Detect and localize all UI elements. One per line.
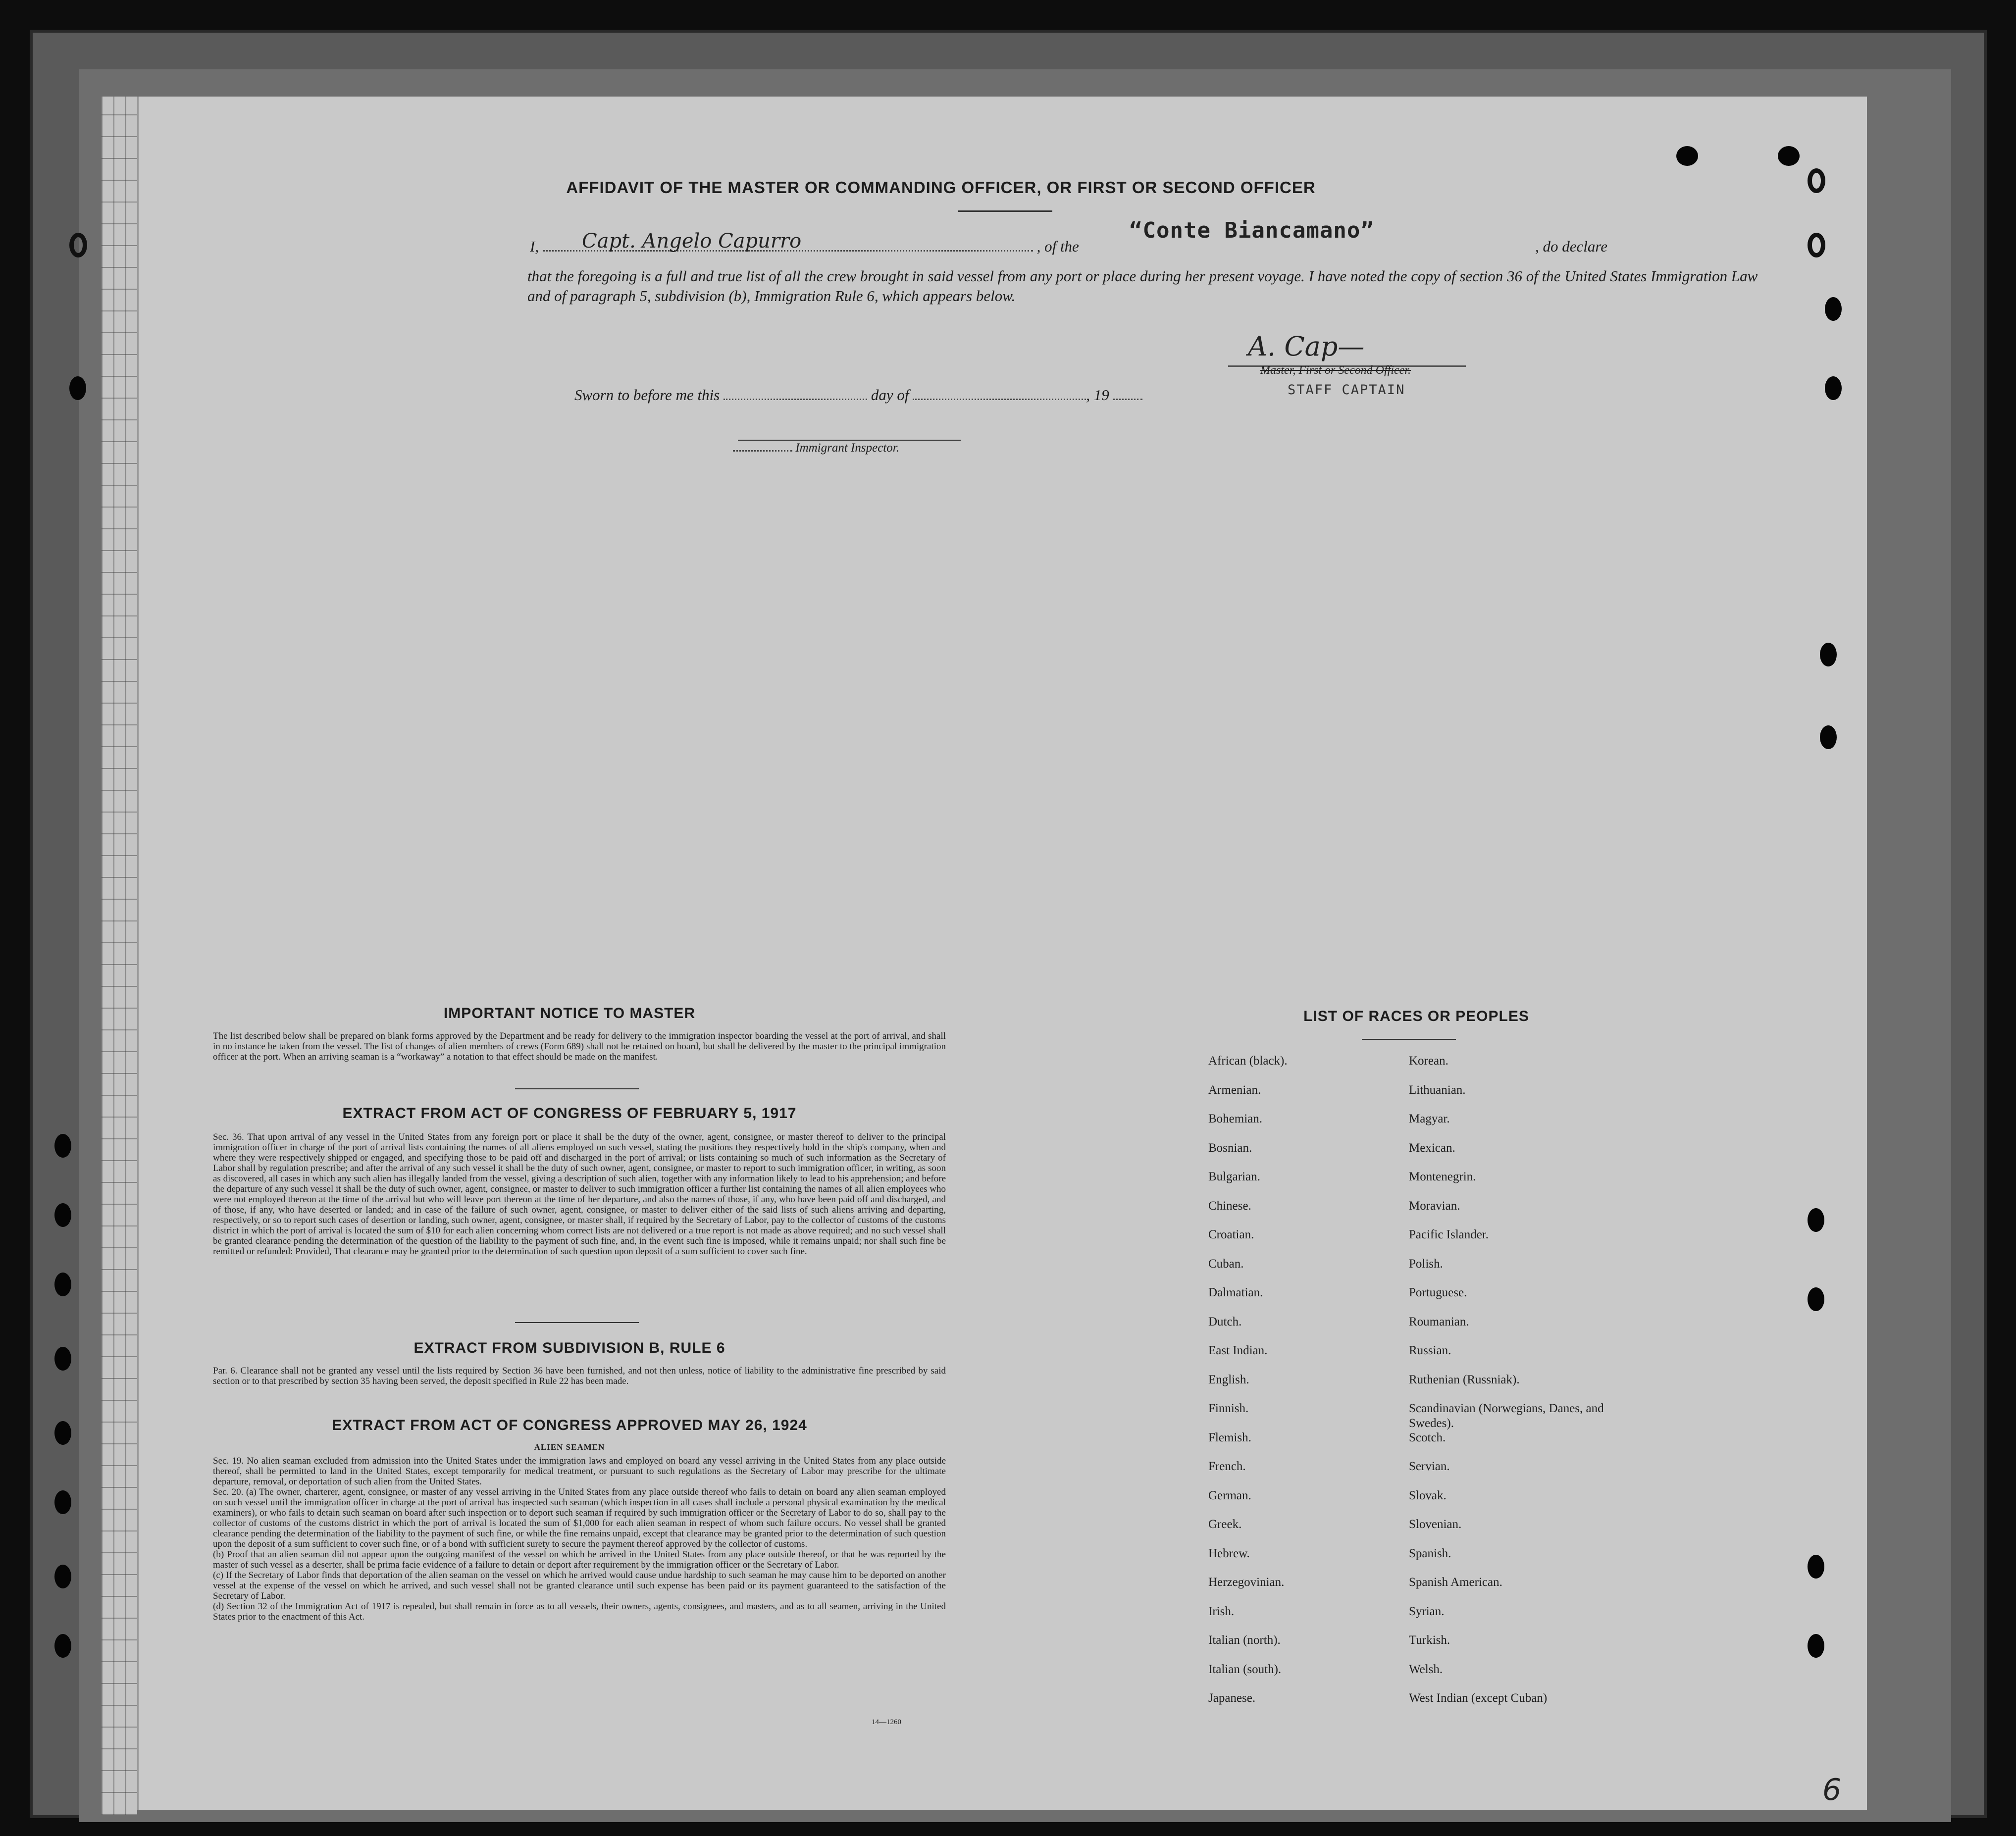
officer-name: Capt. Angelo Capurro <box>582 230 802 253</box>
race-item: Bulgarian. <box>1208 1170 1260 1183</box>
act-1917-text: Sec. 36. That upon arrival of any vessel in the United States from any foreign port or place it shall be the duty of the owner, agent, consignee, or master thereof to deliver to the principal immigration officer in charge of the port of arrival lists containing the names of all aliens employed on such vessel, stating the positions they respectively hold in the ship's company, when and where they were respectively shipped or engaged, and specifying those to be paid off and discharged in the port of arrival; or lists containing so much of such information as the Secretary of Labor shall by regulation prescribe; and after the arrival of any such vessel it shall be the duty of such owner, agent, consignee, or master to report to such immigration officer, in writing, as soon as discovered, all cases in which any such alien has illegally landed from the vessel, giving a description of such alien, together with any information likely to lead to his apprehension; and before the departure of any such vessel it shall be the duty of such owner, agent, consignee, or master to deliver to such immigration officer a further list containing the names of all alien employees who were not employed thereon at the time of the arrival but who will leave port thereon at the time of her departure, and also the names of those, if any, who have been paid off and discharged, and of those, if any, who have deserted or landed; and in case of the failure of such owner, agent, consignee, or master to deliver either of the said lists of such aliens arriving and departing, respectively, or so to report such cases of desertion or landing, such owner, agent, consignee, or master shall, if required by the Secretary of Labor, pay to the collector of customs of the customs district in which the port of arrival is located the sum of $10 for each alien concerning whom correct lists are not delivered or a true report is not made as above required; and no such vessel shall be granted clearance pending the determination of the question of the liability to the payment of such fine, and, in the event such fine is imposed, while it remains unpaid; nor shall such fine be remitted or refunded: Provided, That clearance may be granted prior to the determination of such question upon deposit of a sum sufficient to cover such fine. <box>213 1132 946 1257</box>
punch-hole-icon <box>1808 1555 1824 1579</box>
race-item: East Indian. <box>1208 1344 1268 1357</box>
divider <box>515 1322 639 1323</box>
do-declare-label: , do declare <box>1535 238 1608 255</box>
inspector-field <box>733 450 792 452</box>
race-item: Portuguese. <box>1409 1286 1467 1299</box>
day-of-label: day of <box>871 386 909 404</box>
inspector-label: Immigrant Inspector. <box>795 441 899 455</box>
race-item: Roumanian. <box>1409 1315 1469 1328</box>
race-item: Flemish. <box>1208 1430 1251 1444</box>
inspector-line <box>733 438 1129 458</box>
affidavit-paragraph: that the foregoing is a full and true list of all the crew brought in said vessel from any port or place during her present voyage. I have noted the copy of section 36 of the United States Immigration Law and of paragraph 5, subdivision (b), Immigration Rule 6, which appears below. <box>527 267 1758 305</box>
race-item: Spanish. <box>1409 1546 1451 1560</box>
punch-hole-icon <box>1808 1208 1824 1232</box>
race-item: Croatian. <box>1208 1228 1254 1241</box>
race-item: Magyar. <box>1409 1112 1450 1125</box>
punch-hole-icon <box>69 376 86 400</box>
race-item: Dutch. <box>1208 1315 1242 1328</box>
form-number: 14—1260 <box>872 1718 901 1726</box>
race-item: Chinese. <box>1208 1199 1251 1213</box>
punch-hole-icon <box>1676 146 1698 166</box>
rule-6-title: EXTRACT FROM SUBDIVISION B, RULE 6 <box>414 1340 725 1356</box>
punch-hole-icon <box>54 1203 71 1227</box>
race-item: Slovenian. <box>1409 1518 1462 1531</box>
sworn-label: Sworn to before me this <box>574 386 720 404</box>
race-item: German. <box>1208 1488 1251 1502</box>
notice-title: IMPORTANT NOTICE TO MASTER <box>443 1005 696 1021</box>
i-label: I, <box>530 238 539 255</box>
race-item: Cuban. <box>1208 1257 1244 1271</box>
sec-20c-text: (c) If the Secretary of Labor finds that deportation of the alien seaman on the vessel on which he arrived would cause undue hardship to such seaman he may cause him to be deported on another vessel at the expense of the vessel on which he arrived, and such vessel shall not be granted clearance until such expense has been paid or its payment guaranteed to the satisfaction of the Secretary of Labor. <box>213 1570 946 1601</box>
race-item: Pacific Islander. <box>1409 1228 1489 1241</box>
race-item: Welsh. <box>1409 1662 1443 1676</box>
punch-hole-ring-icon <box>69 233 87 257</box>
act-1917-title: EXTRACT FROM ACT OF CONGRESS OF FEBRUARY 5, 1917 <box>342 1105 797 1122</box>
punch-hole-icon <box>54 1565 71 1588</box>
of-the-label: , of the <box>1036 238 1079 255</box>
punch-hole-icon <box>54 1134 71 1158</box>
race-item: Syrian. <box>1409 1604 1445 1618</box>
race-item: Armenian. <box>1208 1083 1261 1097</box>
punch-hole-icon <box>1778 146 1800 166</box>
punch-hole-icon <box>1825 297 1842 321</box>
punch-hole-icon <box>54 1490 71 1514</box>
race-item: Bosnian. <box>1208 1141 1252 1155</box>
race-item: Moravian. <box>1409 1199 1460 1213</box>
punch-hole-icon <box>1820 643 1837 666</box>
act-1924-text <box>213 1456 946 1622</box>
race-item: Lithuanian. <box>1409 1083 1466 1097</box>
race-item: Herzegovinian. <box>1208 1576 1285 1589</box>
staff-captain-stamp: STAFF CAPTAIN <box>1288 382 1405 398</box>
race-item: Russian. <box>1409 1344 1451 1357</box>
officer-signature: A. Cap— <box>1248 331 1365 362</box>
divider <box>515 1088 639 1089</box>
race-item: Scandinavian (Norwegians, Danes, and Swedes). <box>1409 1402 1604 1430</box>
race-item: Dalmatian. <box>1208 1286 1263 1299</box>
punch-hole-icon <box>1820 725 1837 749</box>
punch-hole-icon <box>54 1273 71 1296</box>
page-number: 6 <box>1822 1773 1842 1807</box>
race-item: Montenegrin. <box>1409 1170 1476 1183</box>
ship-name: “Conte Biancamano” <box>1129 218 1374 243</box>
race-item: African (black). <box>1208 1054 1288 1068</box>
race-item: Finnish. <box>1208 1402 1249 1415</box>
race-item: Bohemian. <box>1208 1112 1263 1125</box>
race-item: Spanish American. <box>1409 1576 1502 1589</box>
punch-hole-ring-icon <box>1808 233 1825 257</box>
year-prefix: , 19 <box>1086 386 1109 404</box>
race-item: Servian. <box>1409 1460 1450 1473</box>
race-item: Italian (north). <box>1208 1633 1281 1647</box>
punch-hole-icon <box>1808 1287 1824 1311</box>
officer-title: Master, First or Second Officer. <box>1260 364 1411 377</box>
divider <box>1362 1039 1456 1040</box>
races-title: LIST OF RACES OR PEOPLES <box>1303 1008 1529 1024</box>
race-item: Ruthenian (Russniak). <box>1409 1373 1520 1386</box>
punch-hole-icon <box>54 1634 71 1658</box>
race-item: English. <box>1208 1373 1249 1386</box>
alien-seamen-subtitle: ALIEN SEAMEN <box>534 1442 605 1452</box>
affidavit-title: AFFIDAVIT OF THE MASTER OR COMMANDING OFFICER, OR FIRST OR SECOND OFFICER <box>566 178 1316 197</box>
ledger-grid-strip <box>102 97 137 1815</box>
punch-hole-ring-icon <box>1808 168 1825 193</box>
race-item: Korean. <box>1409 1054 1448 1068</box>
sworn-year-field <box>1113 399 1142 400</box>
race-item: Polish. <box>1409 1257 1443 1271</box>
rule-6-text: Par. 6. Clearance shall not be granted any vessel until the lists required by Section 36 have been furnished, and not then unless, notice of liability to the administrative fine prescribed by said section or to that prescribed by section 35 having been served, the deposit specified in Rule 22 has been made. <box>213 1366 946 1386</box>
race-item: Slovak. <box>1409 1488 1447 1502</box>
sworn-line <box>574 385 1268 405</box>
sec-20b-text: (b) Proof that an alien seaman did not appear upon the outgoing manifest of the vessel on which he arrived in the United States from any place outside thereof, or that he was reported by the master of such vessel as a deserter, shall be prima facie evidence of a failure to detain or deport after requirement by the immigration officer or the Secretary of Labor. <box>213 1549 946 1570</box>
race-item: Japanese. <box>1208 1691 1256 1705</box>
punch-hole-icon <box>1825 376 1842 400</box>
race-item: French. <box>1208 1460 1246 1473</box>
punch-hole-icon <box>1808 1634 1824 1658</box>
sworn-day-field <box>724 399 867 400</box>
race-item: West Indian (except Cuban) <box>1409 1691 1548 1705</box>
divider <box>958 210 1052 212</box>
race-item: Irish. <box>1208 1604 1235 1618</box>
race-item: Mexican. <box>1409 1141 1455 1155</box>
race-item: Turkish. <box>1409 1633 1450 1647</box>
punch-hole-icon <box>54 1421 71 1445</box>
race-item: Greek. <box>1208 1518 1242 1531</box>
sec-20d-text: (d) Section 32 of the Immigration Act of 1917 is repealed, but shall remain in force as to all vessels, their owners, agents, consignees, and masters, and as to all seamen, arriving in the United States prior to the enactment of this Act. <box>213 1601 946 1622</box>
sec-20a-text: Sec. 20. (a) The owner, charterer, agent, consignee, or master of any vessel arriving in the United States from any place outside thereof who fails to detain on board any alien seaman employed on such vessel until the immigration officer in charge at the port of arrival has inspected such seaman (which inspection in all cases shall include a personal physical examination by the medical examiners), or who fails to detain such seaman on board after such inspection or to deport such seaman if required by such immigration officer or the Secretary of Labor to do so, shall pay to the collector of customs of the customs district in which the port of arrival is located the sum of $1,000 for each alien seaman in respect of whom such failure occurs. No vessel shall be granted clearance pending the determination of the liability to the payment of such fine, or while the fine remains unpaid, except that clearance may be granted prior to the determination of such question upon the deposit of a sum sufficient to cover such fine, or of a bond with sufficient surety to secure the payment thereof approved by the collector of customs. <box>213 1487 946 1549</box>
race-item: Italian (south). <box>1208 1662 1282 1676</box>
notice-text: The list described below shall be prepared on blank forms approved by the Department and be ready for delivery to the immigration inspector boarding the vessel at the port of arrival, and shall in no instance be taken from the vessel. The list of changes of alien members of crews (Form 689) shall not be retained on board, but shall be delivered by the master to the principal immigration officer at the port. When an arriving seaman is a “workaway” a notation to that effect should be made on the manifest. <box>213 1031 946 1062</box>
sec-19-text: Sec. 19. No alien seaman excluded from admission into the United States under the immigration laws and employed on board any vessel arriving in the United States from any place outside thereof, shall be permitted to land in the United States, except temporarily for medical treatment, or pursuant to such regulations as the Secretary of Labor may prescribe for the ultimate departure, removal, or deportation of such alien from the United States. <box>213 1456 946 1487</box>
race-item: Hebrew. <box>1208 1546 1250 1560</box>
punch-hole-icon <box>54 1347 71 1371</box>
race-item: Scotch. <box>1409 1430 1446 1444</box>
act-1924-title: EXTRACT FROM ACT OF CONGRESS APPROVED MAY 26, 1924 <box>332 1417 807 1433</box>
sworn-month-field <box>913 399 1086 400</box>
